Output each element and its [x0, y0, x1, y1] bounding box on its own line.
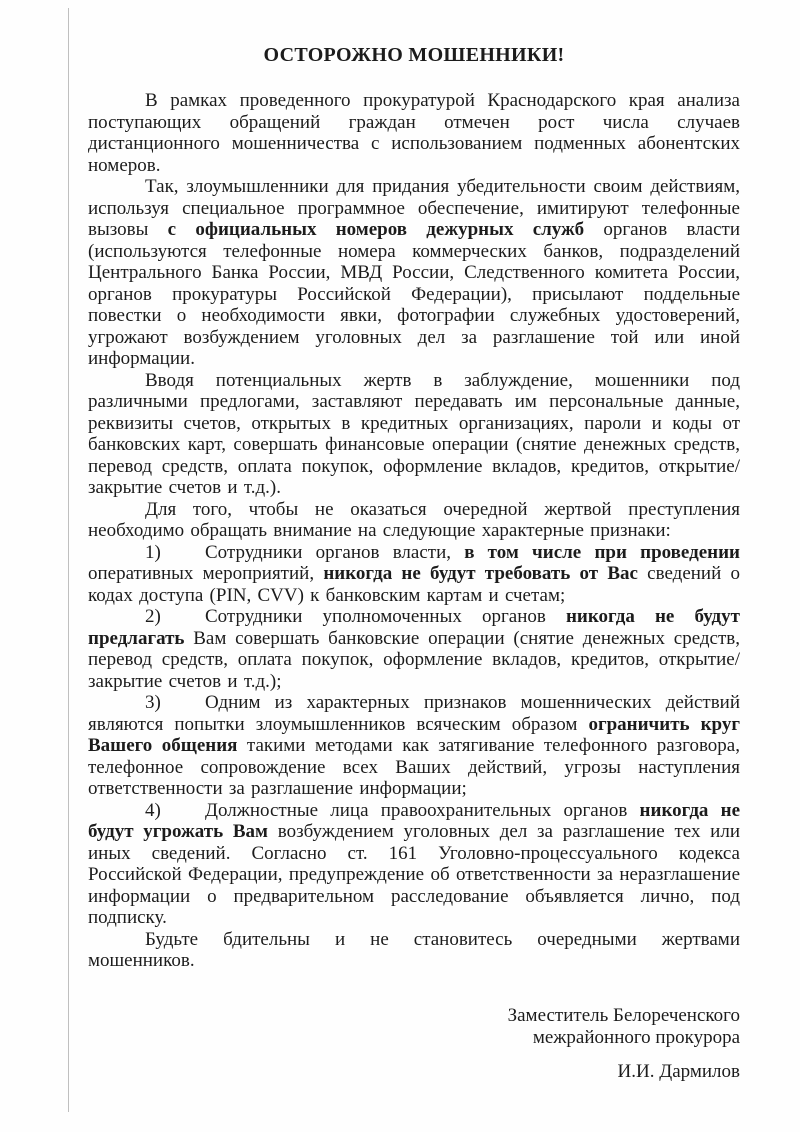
text-segment: Сотрудники органов власти,: [205, 541, 465, 563]
intro-paragraph: [88, 90, 740, 176]
signature-name: И.И. Дармилов: [617, 1060, 740, 1082]
signature-block: [88, 1005, 740, 1083]
signature-position-line-2: межрайонного прокурора: [532, 1026, 740, 1048]
text-segment: Вам совершать банковские операции (снятие денежных средств, перевод средств, оплата покупок, оформление вкладов, кредитов, открытие/закрытие счетов и т.д.);: [88, 627, 740, 692]
text-segment: Одним из характерных признаков мошеннических действий являются попытки злоумышленников всяческим образом: [88, 692, 740, 735]
text-segment: Так, злоумышленники для придания убедительности своим действиям, используя специальное программное обеспечение, имитируют телефонные вызовы: [88, 176, 740, 240]
text-segment: возбуждением уголовных дел за разглашение тех или иных сведений. Согласно ст. 161 Уголовно-процессуального кодекса Российской Федерации, предупреждение об ответственности за неразглашение информации о предварительном расследование объявляется лично, под подписку.: [88, 821, 740, 928]
list-number: 1): [145, 541, 161, 563]
sign-item-1: [88, 542, 740, 607]
text-segment: Должностные лица правоохранительных органов: [205, 799, 640, 821]
text-segment: оперативных мероприятий,: [88, 563, 324, 584]
bold-text-segment: никогда не будут требовать от Вас: [323, 563, 638, 584]
text-segment: сведений о кодах доступа (PIN, CVV) к банковским картам и счетам;: [88, 563, 740, 606]
signature-position-line-1: Заместитель Белореченского: [507, 1004, 740, 1026]
scan-edge-line: [68, 8, 69, 1112]
document-content: [88, 44, 740, 1083]
bold-text-segment: с официальных номеров дежурных служб: [167, 219, 585, 240]
document-title: ОСТОРОЖНО МОШЕННИКИ!: [263, 44, 565, 66]
text-segment: такими методами как затягивание телефонного разговора, телефонное сопровождение всех Ваших действий, угрозы наступления ответственности за разглашение информации;: [88, 735, 740, 799]
list-number: 4): [145, 799, 161, 821]
list-number: 2): [145, 606, 161, 627]
bold-text-segment: никогда не будут предлагать: [88, 606, 740, 649]
text-segment: Для того, чтобы не оказаться очередной жертвой преступления необходимо обращать внимание на следующие характерные признаки:: [88, 498, 740, 541]
text-segment: Сотрудники уполномоченных органов: [205, 606, 566, 627]
list-number: 3): [145, 692, 161, 713]
text-segment: В рамках проведенного прокуратурой Краснодарского края анализа поступающих обращений граждан отмечен рост числа случаев дистанционного мошенничества с использованием подменных абонентских номеров.: [88, 90, 740, 176]
document-body: [88, 90, 740, 972]
text-segment: органов власти (используются телефонные номера коммерческих банков, подразделений Центрального Банка России, МВД России, Следственного комитета России, органов прокуратуры Российской Федерации), присылают поддельные повестки о необходимости явки, фотографии служебных удостоверений, угрожают возбуждением уголовных дел за разглашение той или иной информации.: [88, 219, 740, 369]
closing-paragraph: [88, 929, 740, 972]
bold-text-segment: в том числе при проведении: [464, 541, 740, 563]
sign-item-3: [88, 692, 740, 800]
signs-intro-paragraph: [88, 499, 740, 542]
bold-text-segment: ограничить круг Вашего общения: [88, 713, 741, 756]
text-segment: Будьте бдительны и не становитесь очередными жертвами мошенников.: [88, 928, 740, 971]
bold-text-segment: никогда не будут угрожать Вам: [88, 799, 741, 842]
sign-item-4: [88, 800, 740, 929]
sign-item-2: [88, 606, 740, 692]
data-request-paragraph: [88, 370, 740, 499]
text-segment: Вводя потенциальных жертв в заблуждение, мошенники под различными предлогами, заставляют передавать им персональные данные, реквизиты счетов, открытых в кредитных организациях, пароли и коды от банковских карт, совершать финансовые операции (снятие денежных средств, перевод средств, оплата покупок, оформление вкладов, кредитов, открытие/закрытие счетов и т.д.).: [88, 369, 740, 498]
scheme-paragraph: [88, 176, 740, 370]
